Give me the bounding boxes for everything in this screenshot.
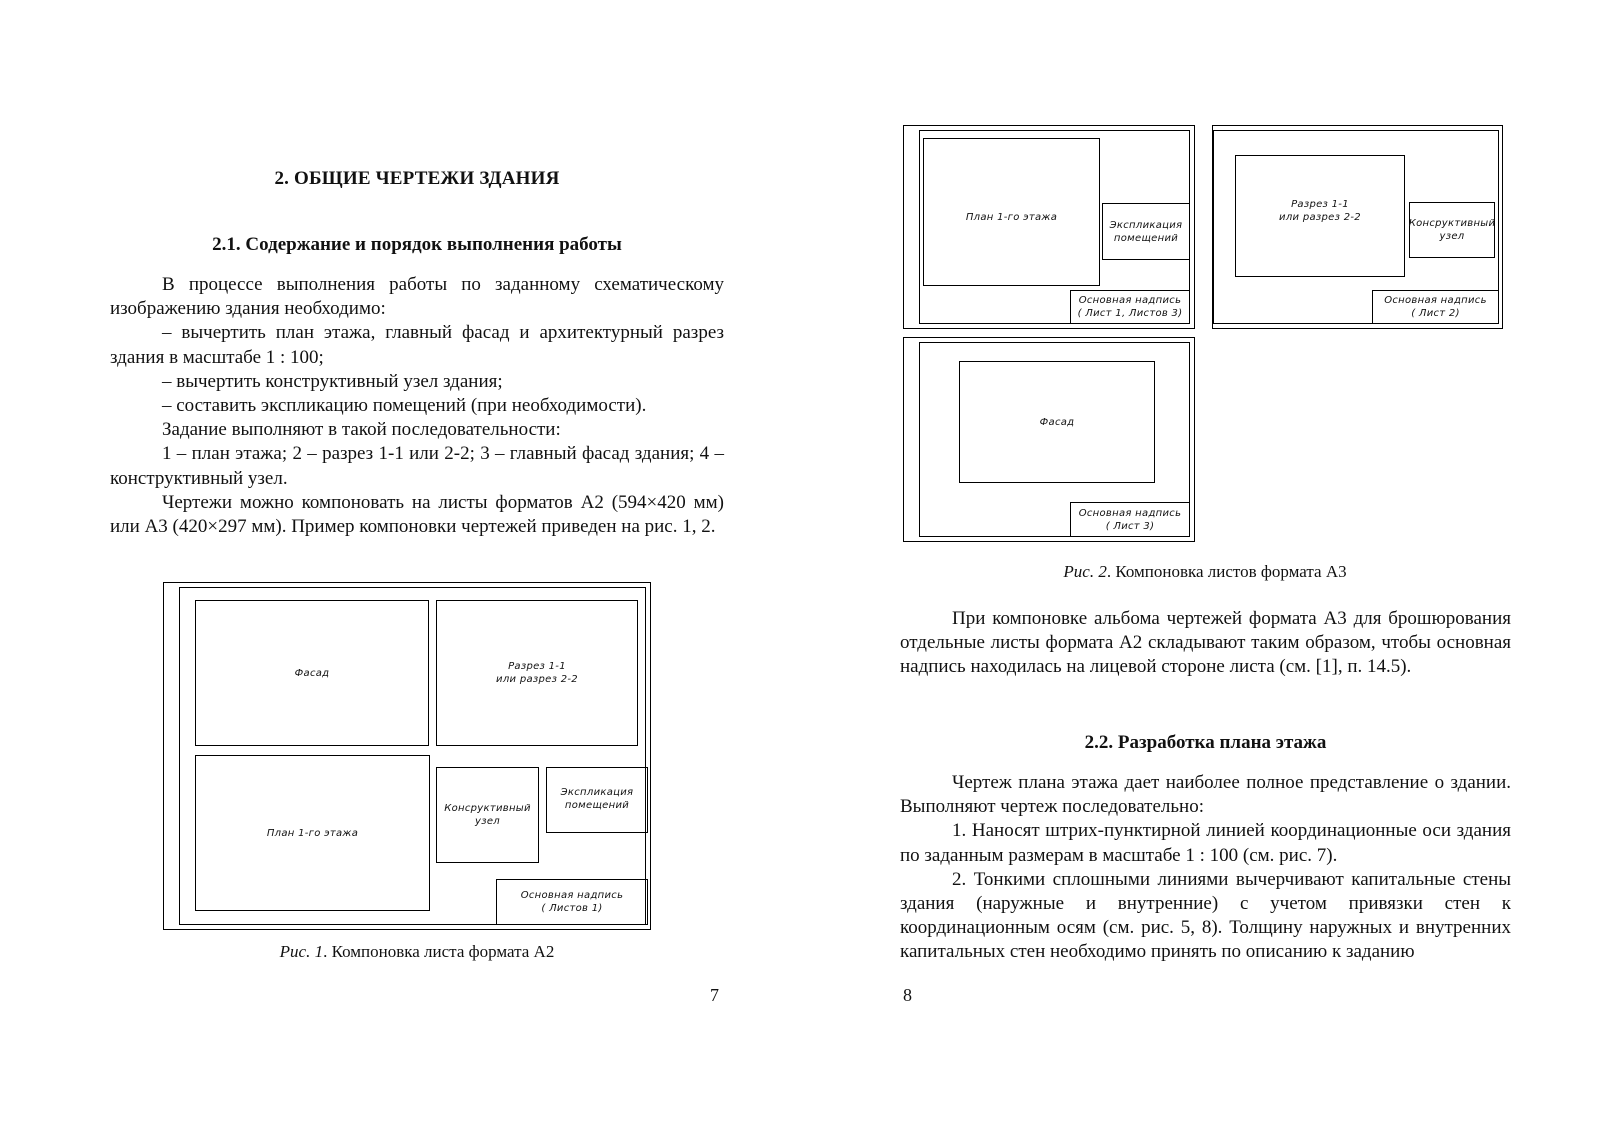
section-box: Разрез 1-1 или разрез 2-2 — [1235, 155, 1405, 277]
page-number-right: 8 — [903, 985, 912, 1005]
section-title-2-1: 2.1. Содержание и порядок выполнения работы — [212, 234, 622, 255]
caption-label: Рис. 1 — [279, 942, 324, 961]
facade-box: Фасад — [195, 600, 429, 746]
paragraph-a3-folding — [900, 607, 1511, 680]
figure1-caption — [110, 942, 724, 962]
caption-label: Рис. 2 — [1063, 562, 1107, 581]
figure1-sheet-a2 — [163, 582, 651, 930]
caption-text: . Компоновка листов формата А3 — [1106, 562, 1347, 581]
section-title-2-2: 2.2. Разработка плана этажа — [1084, 732, 1327, 753]
title-block-box: Основная надпись ( Листов 1) — [496, 879, 648, 925]
structural-detail-box: Консруктивный узел — [1409, 202, 1495, 258]
section-box: Разрез 1-1 или разрез 2-2 — [436, 600, 638, 746]
paragraph: 1 – план этажа; 2 – разрез 1-1 или 2-2; 3 – главный фасад здания; 4 – конструктивный узел. — [110, 443, 724, 489]
list-item: – вычертить конструктивный узел здания; — [162, 370, 503, 392]
list-item: – составить экспликацию помещений (при необходимости). — [162, 395, 647, 417]
title-block-box: Основная надпись ( Лист 1, Листов 3) — [1070, 290, 1190, 324]
explication-box: Экспликация помещений — [1102, 203, 1190, 260]
figure2-caption — [900, 562, 1510, 582]
right-body-text — [900, 771, 1511, 965]
figure2-sheet-3 — [903, 337, 1195, 542]
figure2-sheet-2 — [1212, 125, 1503, 329]
caption-text: . Компоновка листа формата А2 — [323, 942, 555, 961]
figure2-sheet-1 — [903, 125, 1195, 329]
chapter-title: 2. ОБЩИЕ ЧЕРТЕЖИ ЗДАНИЯ — [274, 168, 560, 189]
paragraph: Чертеж плана этажа дает наиболее полное представление о здании. Выполняют чертеж последовательно: — [900, 772, 1511, 818]
structural-detail-box: Консруктивный узел — [436, 767, 539, 863]
paragraph: Задание выполняют в такой последовательности: — [162, 419, 561, 441]
list-item: 2. Тонкими сплошными линиями вычерчивают капитальные стены здания (наружные и внутренние) с учетом привязки стен к координационным осям (см. рис. 5, 8). Толщину наружных и внутренних капитальных стен необходимо принять по описанию к заданию — [900, 868, 1511, 963]
list-item: – вычертить план этажа, главный фасад и архитектурный разрез здания в масштабе 1 : 100; — [110, 322, 724, 368]
list-item: 1. Наносят штрих-пунктирной линией координационные оси здания по заданным размерам в масштабе 1 : 100 (см. рис. 7). — [900, 820, 1511, 866]
floor-plan-box: План 1-го этажа — [195, 755, 430, 911]
title-block-box: Основная надпись ( Лист 3) — [1070, 502, 1190, 537]
paragraph: В процессе выполнения работы по заданному схематическому изображению здания необходимо: — [110, 274, 724, 320]
explication-box: Экспликация помещений — [546, 767, 648, 833]
title-block-box: Основная надпись ( Лист 2) — [1372, 290, 1499, 324]
paragraph: При компоновке альбома чертежей формата А3 для брошюрования отдельные листы формата А2 складывают таким образом, чтобы основная надпись находилась на лицевой стороне листа (см. [1], п. 14.5). — [900, 608, 1511, 678]
facade-box: Фасад — [959, 361, 1155, 483]
floor-plan-box: План 1-го этажа — [923, 138, 1100, 286]
left-body-text — [110, 273, 724, 539]
paragraph: Чертежи можно компоновать на листы форматов А2 (594×420 мм) или А3 (420×297 мм). Пример компоновки чертежей приведен на рис. 1, 2. — [110, 491, 724, 538]
page-number-left: 7 — [710, 985, 719, 1005]
right-page — [800, 0, 1600, 1131]
